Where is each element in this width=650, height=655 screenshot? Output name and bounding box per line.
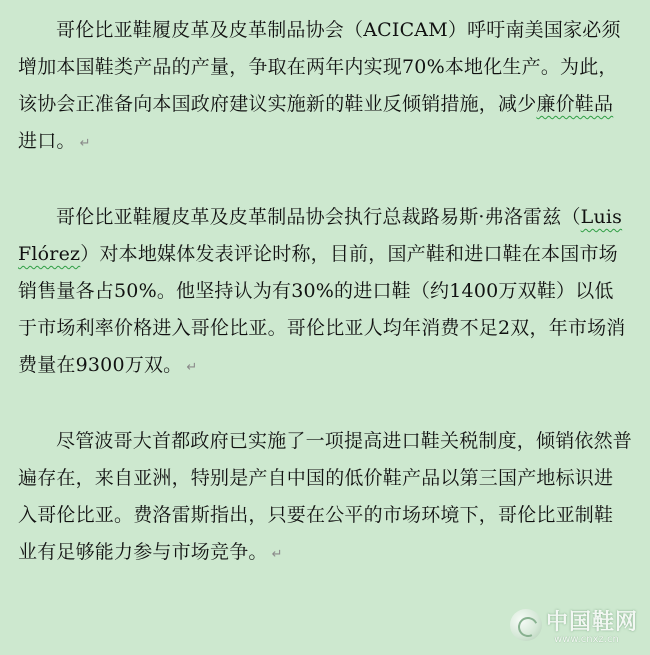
paragraph-2 (18, 199, 632, 386)
paragraph-3 (18, 423, 632, 573)
paragraph-text: ）对本地媒体发表评论时称，目前，国产鞋和进口鞋在本国市场销售量各占50%。他坚持认为有30%的进口鞋（约1400万双鞋）以低于市场利率价格进入哥伦比亚。哥伦比亚人均年消费不足2双，年市场消费量在9300万双。 (18, 243, 626, 376)
watermark-title: 中国鞋网 (546, 610, 639, 635)
paragraph-1 (18, 12, 632, 162)
paragraph-text: 尽管波哥大首都政府已实施了一项提高进口鞋关税制度，倾销依然普遍存在，来自亚洲，特别是产自中国的低价鞋产品以第三国产地标识进入哥伦比亚。费洛雷斯指出，只要在公平的市场环境下，哥伦比亚制鞋业有足够能力参与市场竞争。 (18, 430, 633, 563)
watermark-url: www.cnxz.cn (554, 634, 619, 645)
paragraph-mark-icon: ↵ (271, 547, 283, 562)
site-watermark (510, 603, 642, 649)
paragraph-mark-icon: ↵ (186, 360, 198, 375)
paragraph-text: 哥伦比亚鞋履皮革及皮革制品协会执行总裁路易斯·弗洛雷兹（ (56, 206, 581, 228)
paragraph-mark-icon: ↵ (79, 136, 91, 151)
spellcheck-flagged-text[interactable]: Luis Flórez (18, 206, 623, 265)
document-body (18, 12, 632, 573)
shoe-net-logo-icon (510, 609, 542, 641)
paragraph-text: 进口。 (18, 130, 76, 152)
paragraph-text: 哥伦比亚鞋履皮革及皮革制品协会（ACICAM）呼吁南美国家必须增加本国鞋类产品的产量，争取在两年内实现70%本地化生产。为此，该协会正准备向本国政府建议实施新的鞋业反倾销措施，减少 (18, 19, 621, 115)
spellcheck-flagged-text[interactable]: 廉价鞋品 (536, 93, 614, 115)
